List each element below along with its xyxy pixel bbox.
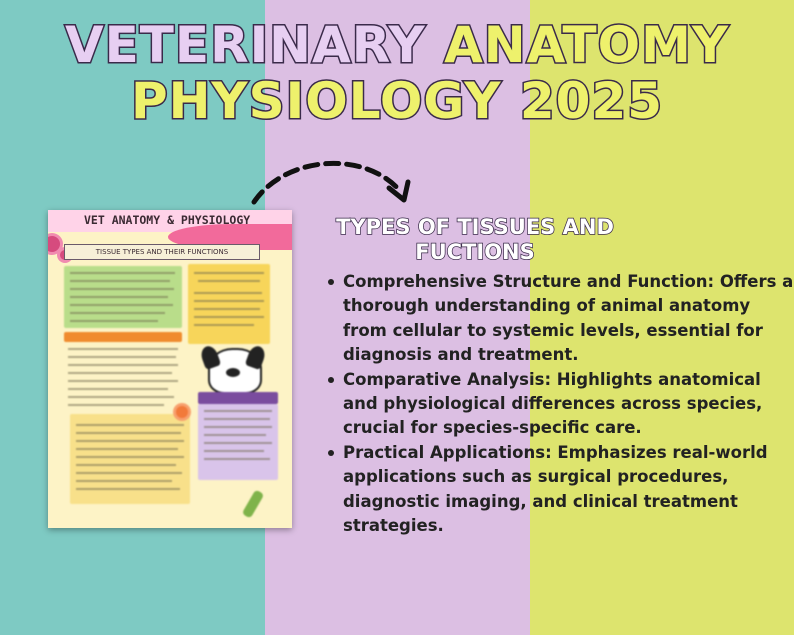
paw-icon [176,406,188,418]
feature-list [325,270,794,538]
poster-box-purple [198,392,278,404]
flower-icon [48,236,60,252]
poster-subtitle: TISSUE TYPES AND THEIR FUNCTIONS [64,244,260,260]
poster-title: VET ANATOMY & PHYSIOLOGY [84,213,251,227]
poster-preview [48,210,292,528]
section-title-line1: TYPES OF TISSUES AND [336,215,614,239]
page-title-line1 [0,16,794,74]
list-item: Practical Applications: Emphasizes real-world applications such as surgical procedures, diagnostic imaging, and clinical treatment strategies. [343,441,794,539]
section-title [325,215,625,265]
bacteria-icon [242,489,265,518]
title-word-anatomy: ANATOMY [444,16,730,74]
page-title-line2: PHYSIOLOGY 2025 [130,72,664,130]
list-item: Comparative Analysis: Highlights anatomical and physiological differences across species, crucial for species-specific care. [343,368,794,441]
title-word-veterinary: VETERINARY [64,16,426,74]
poster-box-yellow [188,264,270,344]
poster-box-orange [64,332,182,342]
section-title-line2: FUCTIONS [415,240,535,264]
poster-box-bottom [70,414,190,504]
list-item: Comprehensive Structure and Function: Offers a thorough understanding of animal anatomy from cellular to systemic levels, essential for diagnosis and treatment. [343,270,794,368]
